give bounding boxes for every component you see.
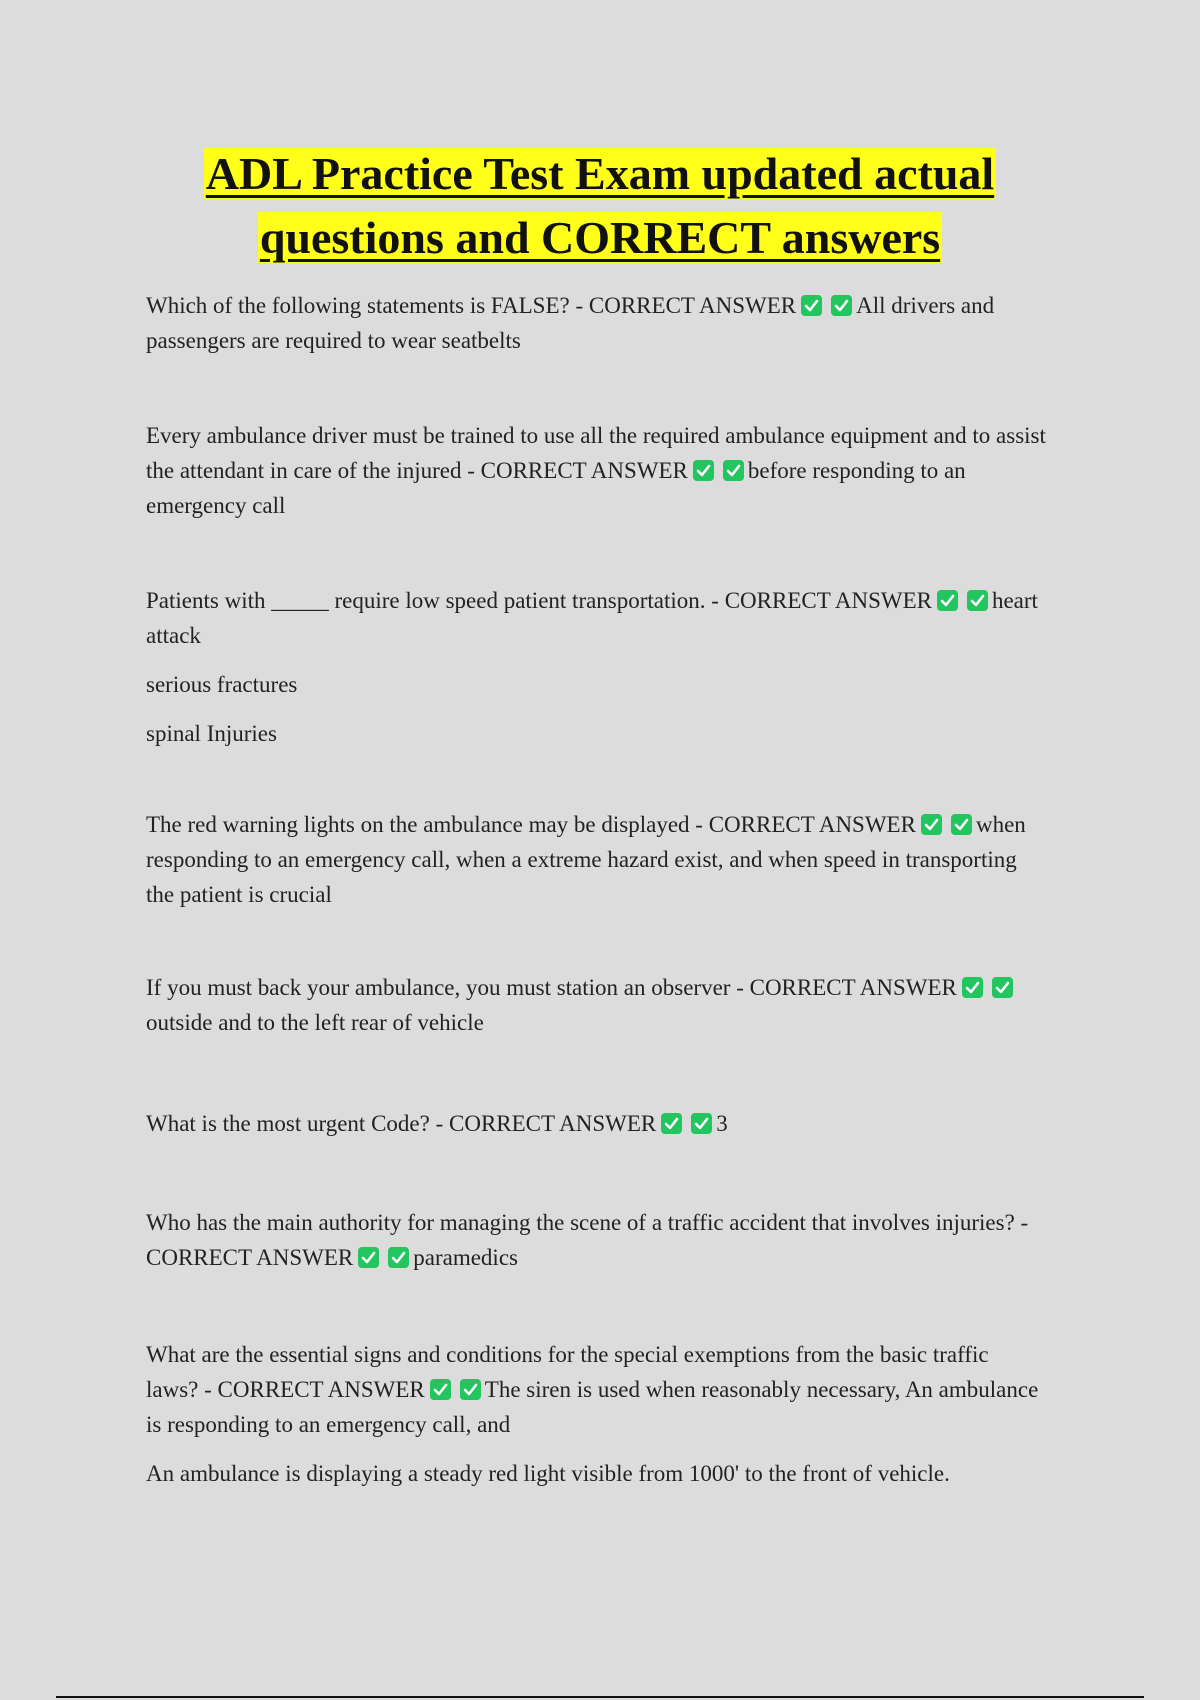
check-box-icon xyxy=(661,1113,682,1134)
answer-text: All drivers and passengers are required to wear seatbelts xyxy=(146,293,995,353)
check-box-icon xyxy=(430,1379,451,1400)
qa-item-3 xyxy=(146,583,1046,751)
check-box-icon xyxy=(801,295,822,316)
check-box-icon xyxy=(723,460,744,481)
answer-text: outside and to the left rear of vehicle xyxy=(146,1010,484,1035)
question-text: Every ambulance driver must be trained to use all the required ambulance equipment and to assist the attendant in care of the injured - CORRECT ANSWER xyxy=(146,423,1046,483)
check-box-icon xyxy=(460,1379,481,1400)
check-box-icon xyxy=(388,1247,409,1268)
question-text: Patients with _____ require low speed patient transportation. - CORRECT ANSWER xyxy=(146,588,932,613)
qa-list xyxy=(146,288,1046,1491)
answer-continuation: spinal Injuries xyxy=(146,721,277,746)
answer-continuation: An ambulance is displaying a steady red light visible from 1000' to the front of vehicle. xyxy=(146,1461,950,1486)
answer-text: before responding to an emergency call xyxy=(146,458,966,518)
question-text: Who has the main authority for managing the scene of a traffic accident that involves injuries? - CORRECT ANSWER xyxy=(146,1210,1029,1270)
check-box-icon xyxy=(992,977,1013,998)
qa-item-6 xyxy=(146,1106,1046,1141)
answer-text: paramedics xyxy=(413,1245,518,1270)
question-text: What are the essential signs and conditions for the special exemptions from the basic traffic laws? - CORRECT ANSWER xyxy=(146,1342,989,1402)
footer-divider xyxy=(56,1696,1144,1698)
check-box-icon xyxy=(921,814,942,835)
answer-text: heart attack xyxy=(146,588,1038,648)
qa-item-2 xyxy=(146,418,1046,523)
check-box-icon xyxy=(691,1113,712,1134)
question-text: Which of the following statements is FALSE? - CORRECT ANSWER xyxy=(146,293,797,318)
answer-continuation: serious fractures xyxy=(146,672,298,697)
question-text: What is the most urgent Code? - CORRECT ANSWER xyxy=(146,1111,657,1136)
answer-text: 3 xyxy=(716,1111,728,1136)
check-box-icon xyxy=(967,590,988,611)
answer-text: The siren is used when reasonably necessary, An ambulance is responding to an emergency call, and xyxy=(146,1377,1039,1437)
document-title xyxy=(100,142,1100,270)
qa-item-8 xyxy=(146,1337,1046,1491)
check-box-icon xyxy=(937,590,958,611)
check-box-icon xyxy=(951,814,972,835)
check-box-icon xyxy=(358,1247,379,1268)
answer-text: when responding to an emergency call, when a extreme hazard exist, and when speed in transporting the patient is crucial xyxy=(146,812,1026,907)
title-line-1: ADL Practice Test Exam updated actual xyxy=(205,148,995,199)
question-text: If you must back your ambulance, you must station an observer - CORRECT ANSWER xyxy=(146,975,957,1000)
title-line-2: questions and CORRECT answers xyxy=(259,212,941,263)
question-text: The red warning lights on the ambulance may be displayed - CORRECT ANSWER xyxy=(146,812,916,837)
qa-item-7 xyxy=(146,1205,1046,1275)
qa-item-1 xyxy=(146,288,1046,358)
check-box-icon xyxy=(962,977,983,998)
check-box-icon xyxy=(693,460,714,481)
qa-item-4 xyxy=(146,807,1046,912)
check-box-icon xyxy=(831,295,852,316)
qa-item-5 xyxy=(146,970,1046,1040)
